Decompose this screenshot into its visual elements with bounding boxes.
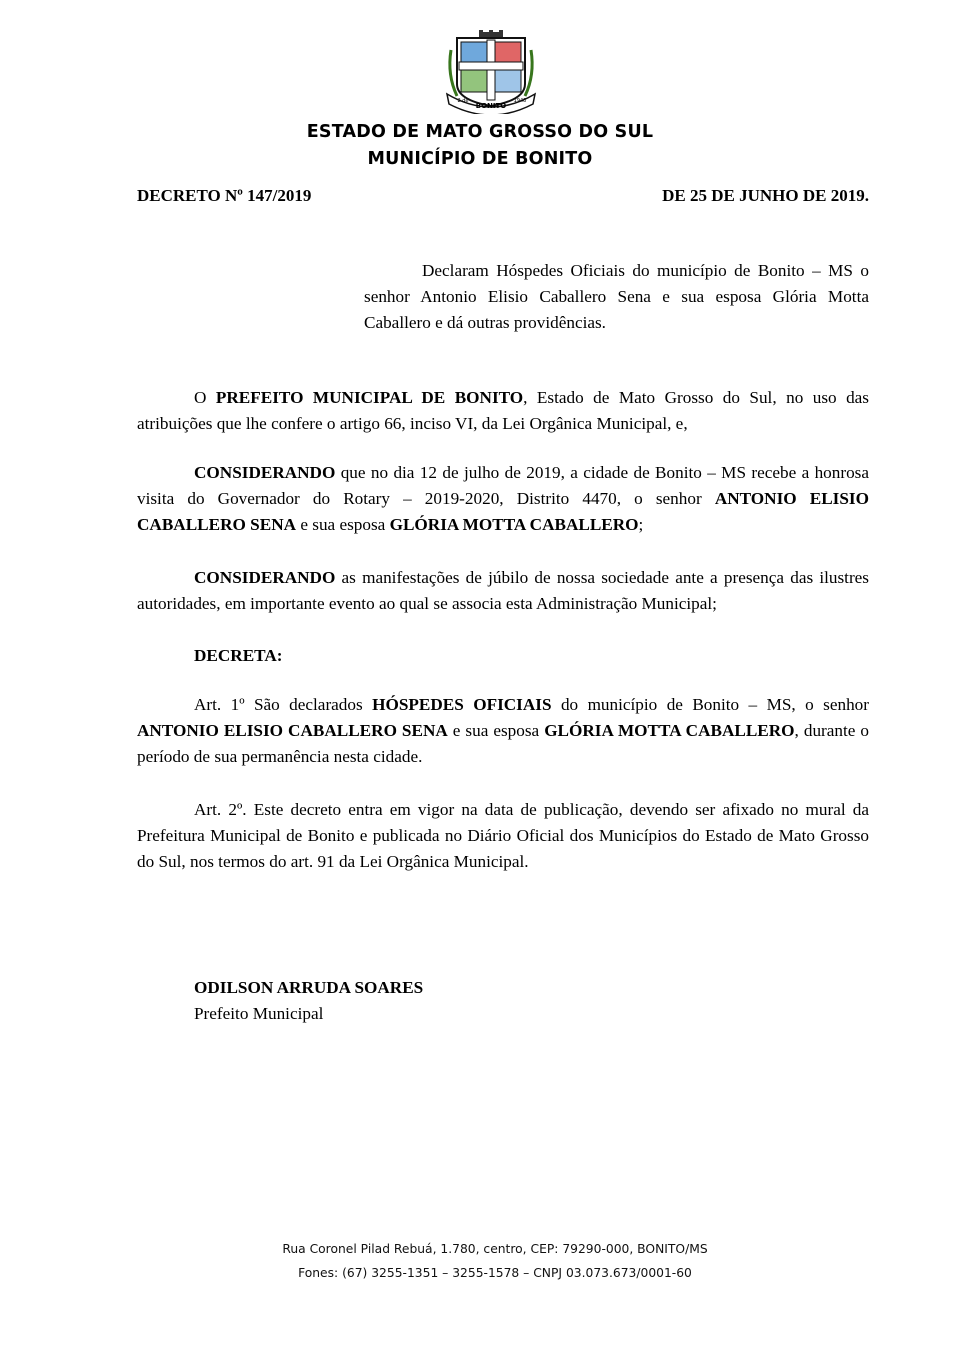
text-run-bold: ANTONIO ELISIO CABALLERO SENA bbox=[137, 721, 448, 740]
signatory-name: ODILSON ARRUDA SOARES bbox=[194, 978, 424, 997]
footer-contact: Fones: (67) 3255-1351 – 3255-1578 – CNPJ 03.073.673/0001-60 bbox=[298, 1266, 692, 1280]
footer-address: Rua Coronel Pilad Rebuá, 1.780, centro, CEP: 79290-000, BONITO/MS bbox=[282, 1242, 708, 1256]
svg-text:1948: 1948 bbox=[513, 98, 527, 104]
text-run: e sua esposa bbox=[296, 515, 390, 534]
municipal-crest-icon bbox=[443, 30, 539, 114]
paragraph-decreta: DECRETA: bbox=[194, 646, 283, 665]
text-run-bold: ANTONIO ELISIO CABALLERO SENA bbox=[137, 489, 869, 534]
text-run: e sua esposa bbox=[447, 721, 545, 740]
text-run: ; bbox=[638, 515, 644, 534]
text-run-bold: GLÓRIA MOTTA CABALLERO bbox=[389, 515, 639, 534]
municipality-heading: MUNICÍPIO DE BONITO bbox=[367, 149, 593, 169]
text-run: que no dia 12 de julho de 2019, a cidade de Bonito – MS recebe a honrosa visita do Governador do Rotary – 2019-2020, Distrito 4470, o senhor bbox=[137, 463, 869, 508]
decree-title-line bbox=[137, 186, 869, 210]
paragraph-considering-2 bbox=[137, 565, 869, 617]
text-run: , durante o período de sua permanência nesta cidade. bbox=[137, 721, 869, 766]
state-heading: ESTADO DE MATO GROSSO DO SUL bbox=[306, 122, 654, 142]
text-run-bold: CONSIDERANDO bbox=[194, 568, 336, 587]
paragraph-article-2: Art. 2º. Este decreto entra em vigor na data de publicação, devendo ser afixado no mural da Prefeitura Municipal de Bonito e publicada no Diário Oficial dos Municípios do Estado de Mato Grosso do Sul, nos termos do art. 91 da Lei Orgânica Municipal. bbox=[137, 800, 869, 871]
signatory-role: Prefeito Municipal bbox=[194, 1004, 324, 1023]
paragraph-article-1 bbox=[137, 692, 869, 770]
text-run: O bbox=[194, 388, 216, 407]
svg-text:BONITO: BONITO bbox=[475, 102, 507, 110]
decree-number: DECRETO Nº 147/2019 bbox=[137, 186, 312, 205]
svg-text:2 de: 2 de bbox=[457, 98, 469, 104]
text-run-bold: GLÓRIA MOTTA CABALLERO bbox=[544, 721, 795, 740]
text-run: as manifestações de júbilo de nossa sociedade ante a presença das ilustres autoridades, em importante evento ao qual se associa esta Administração Municipal; bbox=[137, 568, 869, 613]
text-run-bold: CONSIDERANDO bbox=[194, 463, 336, 482]
decree-summary: Declaram Hóspedes Oficiais do município de Bonito – MS o senhor Antonio Elisio Caballero Sena e sua esposa Glória Motta Caballero e dá outras providências. bbox=[364, 261, 869, 332]
text-run-bold: HÓSPEDES OFICIAIS bbox=[372, 695, 552, 714]
text-run: Art. 1º São declarados bbox=[194, 695, 373, 714]
text-run: do município de Bonito – MS, o senhor bbox=[551, 695, 869, 714]
decree-date: DE 25 DE JUNHO DE 2019. bbox=[662, 186, 869, 205]
paragraph-preamble bbox=[137, 385, 869, 437]
signature-block bbox=[194, 975, 423, 1027]
text-run: , Estado de Mato Grosso do Sul, no uso das atribuições que lhe confere o artigo 66, inciso VI, da Lei Orgânica Municipal, e, bbox=[137, 388, 869, 433]
text-run-bold: PREFEITO MUNICIPAL DE BONITO bbox=[215, 388, 524, 407]
paragraph-considering-1 bbox=[137, 460, 869, 538]
